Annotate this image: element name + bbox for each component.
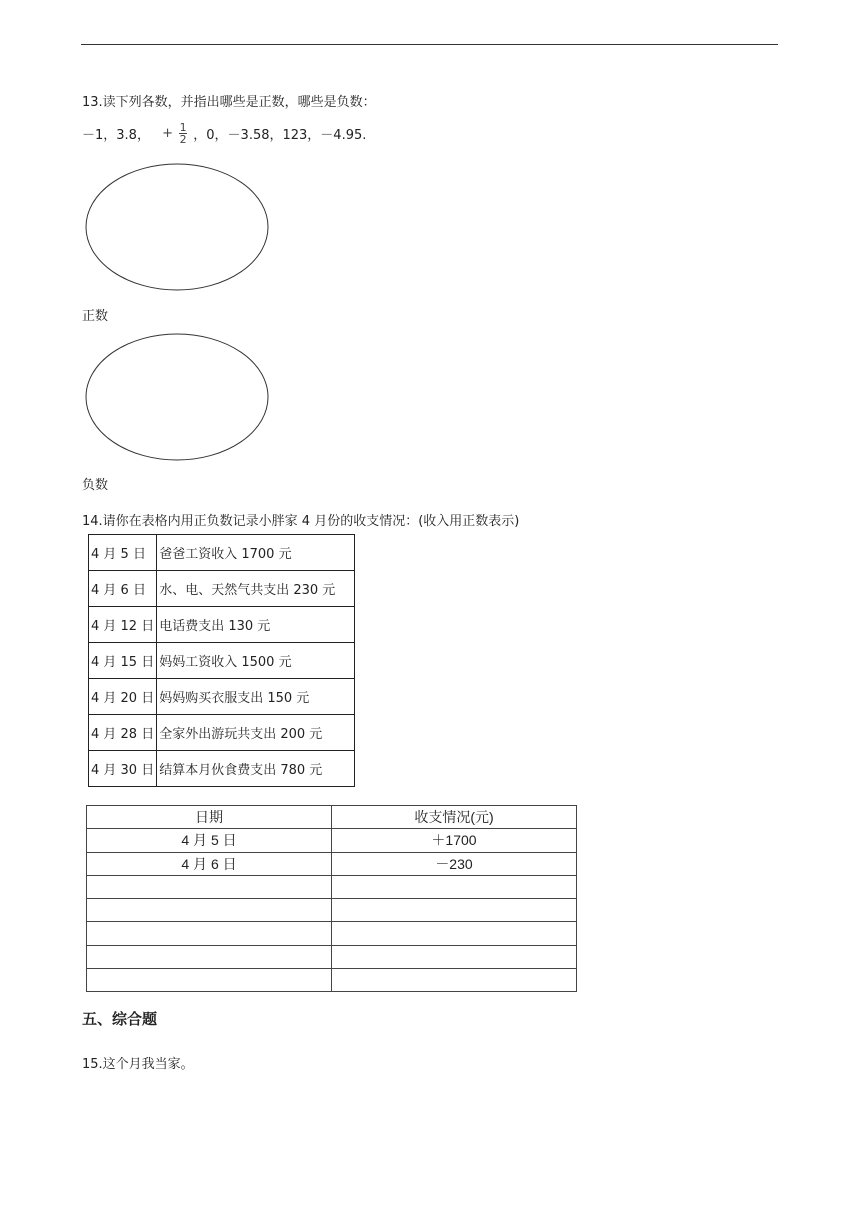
answer-date-cell[interactable] <box>87 945 332 968</box>
fraction-sign: + <box>162 126 173 141</box>
header-rule <box>81 44 778 45</box>
answer-date-cell[interactable]: 4 月 5 日 <box>87 829 332 852</box>
record-desc: 妈妈工资收入 1500 元 <box>157 643 355 679</box>
record-desc: 爸爸工资收入 1700 元 <box>157 535 355 571</box>
record-desc: 结算本月伙食费支出 780 元 <box>157 751 355 787</box>
answer-table <box>86 805 577 992</box>
q13-prompt: 13.读下列各数，并指出哪些是正数，哪些是负数： <box>82 95 376 110</box>
fraction-numerator: 1 <box>179 121 187 134</box>
numbers-after: ，0，－3.58，123，－4.95. <box>193 128 367 143</box>
table-row <box>87 945 577 968</box>
positive-label: 正数 <box>82 309 109 324</box>
q13-number-list <box>82 122 366 145</box>
answer-amount-cell[interactable] <box>332 922 577 945</box>
fraction-one-half <box>179 122 187 145</box>
q15-prompt: 15.这个月我当家。 <box>82 1057 194 1072</box>
record-date: 4 月 12 日 <box>89 607 157 643</box>
record-desc: 全家外出游玩共支出 200 元 <box>157 715 355 751</box>
answer-date-cell[interactable] <box>87 875 332 898</box>
table-row <box>89 571 355 607</box>
table-row <box>87 969 577 992</box>
answer-header-row <box>87 806 577 829</box>
record-date: 4 月 28 日 <box>89 715 157 751</box>
table-row <box>87 899 577 922</box>
answer-date-cell[interactable] <box>87 969 332 992</box>
records-table <box>88 534 355 787</box>
table-row <box>87 922 577 945</box>
answer-amount-cell[interactable]: －230 <box>332 852 577 875</box>
answer-amount-cell[interactable]: ＋1700 <box>332 829 577 852</box>
negative-numbers-oval[interactable] <box>85 333 269 461</box>
record-desc: 水、电、天然气共支出 230 元 <box>157 571 355 607</box>
record-date: 4 月 15 日 <box>89 643 157 679</box>
record-date: 4 月 30 日 <box>89 751 157 787</box>
table-row <box>87 829 577 852</box>
negative-label: 负数 <box>82 478 109 493</box>
table-row <box>89 751 355 787</box>
table-row <box>89 607 355 643</box>
header-date: 日期 <box>87 806 332 829</box>
record-date: 4 月 6 日 <box>89 571 157 607</box>
answer-amount-cell[interactable] <box>332 899 577 922</box>
table-row <box>89 643 355 679</box>
table-row <box>89 715 355 751</box>
section-heading: 五、综合题 <box>82 1010 158 1028</box>
answer-amount-cell[interactable] <box>332 969 577 992</box>
table-row <box>87 852 577 875</box>
record-date: 4 月 5 日 <box>89 535 157 571</box>
fraction-denominator: 2 <box>179 133 187 146</box>
header-amount: 收支情况(元) <box>332 806 577 829</box>
answer-date-cell[interactable]: 4 月 6 日 <box>87 852 332 875</box>
numbers-before: －1，3.8， <box>82 128 150 143</box>
table-row <box>89 679 355 715</box>
answer-date-cell[interactable] <box>87 922 332 945</box>
answer-date-cell[interactable] <box>87 899 332 922</box>
q14-prompt: 14.请你在表格内用正负数记录小胖家 4 月份的收支情况：(收入用正数表示) <box>82 514 520 529</box>
record-desc: 妈妈购买衣服支出 150 元 <box>157 679 355 715</box>
table-row <box>87 875 577 898</box>
answer-amount-cell[interactable] <box>332 945 577 968</box>
positive-numbers-oval[interactable] <box>85 163 269 291</box>
answer-amount-cell[interactable] <box>332 875 577 898</box>
record-desc: 电话费支出 130 元 <box>157 607 355 643</box>
table-row <box>89 535 355 571</box>
record-date: 4 月 20 日 <box>89 679 157 715</box>
